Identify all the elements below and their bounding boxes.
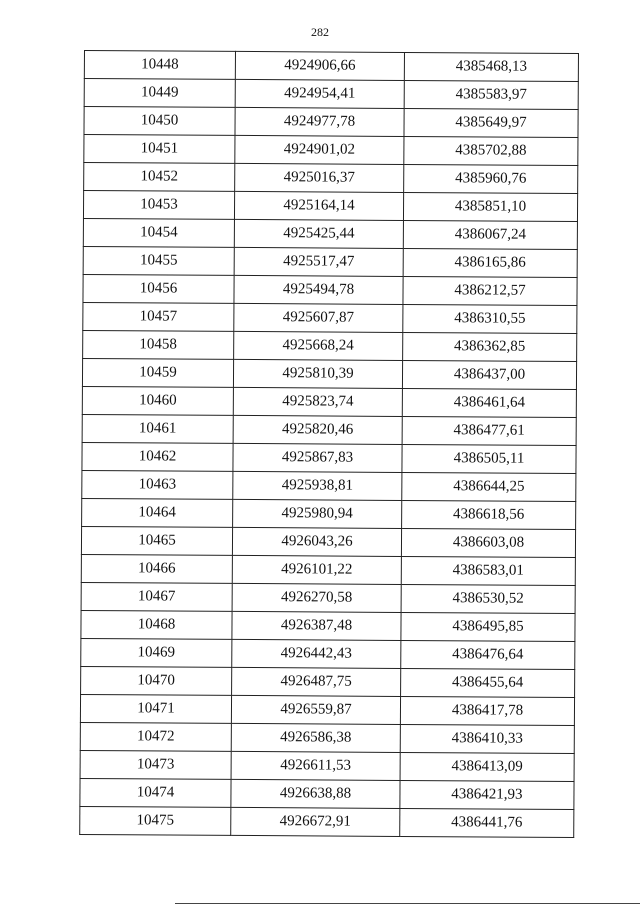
table-row xyxy=(80,722,574,753)
table-row xyxy=(83,191,577,222)
x-coordinate-cell: 4925517,47 xyxy=(234,247,403,276)
y-coordinate-cell: 4386067,24 xyxy=(403,220,577,249)
point-id-cell: 10448 xyxy=(84,51,235,80)
table-row xyxy=(84,107,578,138)
y-coordinate-cell: 4386530,52 xyxy=(401,584,575,613)
point-id-cell: 10451 xyxy=(84,135,235,164)
x-coordinate-cell: 4926270,58 xyxy=(232,583,401,612)
y-coordinate-cell: 4386455,64 xyxy=(401,668,575,697)
y-coordinate-cell: 4385702,88 xyxy=(404,136,578,165)
point-id-cell: 10470 xyxy=(81,666,232,695)
table-row xyxy=(83,218,577,249)
y-coordinate-cell: 4385468,13 xyxy=(404,52,578,81)
y-coordinate-cell: 4386505,11 xyxy=(402,444,576,473)
point-id-cell: 10474 xyxy=(80,778,231,807)
x-coordinate-cell: 4925867,83 xyxy=(233,443,402,472)
table-row xyxy=(81,526,575,557)
table-row xyxy=(81,582,575,613)
y-coordinate-cell: 4386410,33 xyxy=(400,724,574,753)
y-coordinate-cell: 4386413,09 xyxy=(400,752,574,781)
x-coordinate-cell: 4925668,24 xyxy=(234,331,403,360)
point-id-cell: 10449 xyxy=(84,79,235,108)
table-row xyxy=(82,442,576,473)
point-id-cell: 10453 xyxy=(83,191,234,220)
y-coordinate-cell: 4385851,10 xyxy=(403,192,577,221)
table-row xyxy=(84,163,578,194)
page-number: 282 xyxy=(311,25,329,39)
point-id-cell: 10473 xyxy=(80,750,231,779)
table-row xyxy=(80,806,574,837)
x-coordinate-cell: 4925494,78 xyxy=(234,275,403,304)
y-coordinate-cell: 4386644,25 xyxy=(402,472,576,501)
x-coordinate-cell: 4925938,81 xyxy=(233,471,402,500)
point-id-cell: 10450 xyxy=(84,107,235,136)
point-id-cell: 10460 xyxy=(82,386,233,415)
point-id-cell: 10465 xyxy=(81,526,232,555)
y-coordinate-cell: 4386461,64 xyxy=(402,388,576,417)
x-coordinate-cell: 4924906,66 xyxy=(235,51,404,80)
point-id-cell: 10459 xyxy=(82,358,233,387)
y-coordinate-cell: 4386362,85 xyxy=(403,332,577,361)
x-coordinate-cell: 4924901,02 xyxy=(235,135,404,164)
x-coordinate-cell: 4926101,22 xyxy=(232,555,401,584)
point-id-cell: 10463 xyxy=(82,470,233,499)
x-coordinate-cell: 4926611,53 xyxy=(231,751,400,780)
x-coordinate-cell: 4925425,44 xyxy=(234,219,403,248)
table-row xyxy=(82,386,576,417)
table-row xyxy=(80,750,574,781)
x-coordinate-cell: 4926672,91 xyxy=(231,807,400,836)
point-id-cell: 10469 xyxy=(81,638,232,667)
coordinates-table-body xyxy=(80,51,579,838)
y-coordinate-cell: 4385960,76 xyxy=(404,164,578,193)
x-coordinate-cell: 4925164,14 xyxy=(234,191,403,220)
point-id-cell: 10455 xyxy=(83,246,234,275)
x-coordinate-cell: 4925820,46 xyxy=(233,415,402,444)
point-id-cell: 10467 xyxy=(81,582,232,611)
point-id-cell: 10454 xyxy=(83,218,234,247)
x-coordinate-cell: 4924954,41 xyxy=(235,79,404,108)
y-coordinate-cell: 4386310,55 xyxy=(403,304,577,333)
table-row xyxy=(82,470,576,501)
y-coordinate-cell: 4386495,85 xyxy=(401,612,575,641)
point-id-cell: 10457 xyxy=(83,302,234,331)
x-coordinate-cell: 4925980,94 xyxy=(233,499,402,528)
point-id-cell: 10472 xyxy=(80,722,231,751)
point-id-cell: 10461 xyxy=(82,414,233,443)
x-coordinate-cell: 4926043,26 xyxy=(232,527,401,556)
y-coordinate-cell: 4385583,97 xyxy=(404,80,578,109)
y-coordinate-cell: 4386441,76 xyxy=(400,808,574,837)
point-id-cell: 10452 xyxy=(84,163,235,192)
table-row xyxy=(80,778,574,809)
table-row xyxy=(82,358,576,389)
table-row xyxy=(82,498,576,529)
point-id-cell: 10462 xyxy=(82,442,233,471)
table-row xyxy=(84,51,578,82)
x-coordinate-cell: 4926387,48 xyxy=(232,611,401,640)
y-coordinate-cell: 4386417,78 xyxy=(400,696,574,725)
x-coordinate-cell: 4926487,75 xyxy=(232,667,401,696)
y-coordinate-cell: 4386212,57 xyxy=(403,276,577,305)
point-id-cell: 10468 xyxy=(81,610,232,639)
coordinates-table xyxy=(79,50,579,838)
y-coordinate-cell: 4385649,97 xyxy=(404,108,578,137)
y-coordinate-cell: 4386477,61 xyxy=(402,416,576,445)
table-row xyxy=(81,610,575,641)
x-coordinate-cell: 4926559,87 xyxy=(231,695,400,724)
x-coordinate-cell: 4925016,37 xyxy=(235,163,404,192)
y-coordinate-cell: 4386476,64 xyxy=(401,640,575,669)
y-coordinate-cell: 4386583,01 xyxy=(401,556,575,585)
x-coordinate-cell: 4925823,74 xyxy=(233,387,402,416)
y-coordinate-cell: 4386421,93 xyxy=(400,780,574,809)
y-coordinate-cell: 4386165,86 xyxy=(403,248,577,277)
table-row xyxy=(80,694,574,725)
point-id-cell: 10458 xyxy=(83,330,234,359)
table-row xyxy=(82,414,576,445)
point-id-cell: 10471 xyxy=(80,694,231,723)
table-row xyxy=(81,554,575,585)
table-row xyxy=(83,246,577,277)
table-row xyxy=(81,666,575,697)
x-coordinate-cell: 4926586,38 xyxy=(231,723,400,752)
table-row xyxy=(83,330,577,361)
point-id-cell: 10475 xyxy=(80,806,231,835)
y-coordinate-cell: 4386603,08 xyxy=(401,528,575,557)
point-id-cell: 10464 xyxy=(82,498,233,527)
x-coordinate-cell: 4926442,43 xyxy=(232,639,401,668)
x-coordinate-cell: 4925607,87 xyxy=(234,303,403,332)
table-row xyxy=(84,135,578,166)
table-row xyxy=(84,79,578,110)
bottom-rule xyxy=(175,903,640,904)
x-coordinate-cell: 4926638,88 xyxy=(231,779,400,808)
x-coordinate-cell: 4925810,39 xyxy=(233,359,402,388)
point-id-cell: 10456 xyxy=(83,274,234,303)
table-row xyxy=(83,274,577,305)
table-row xyxy=(81,638,575,669)
point-id-cell: 10466 xyxy=(81,554,232,583)
x-coordinate-cell: 4924977,78 xyxy=(235,107,404,136)
y-coordinate-cell: 4386618,56 xyxy=(402,500,576,529)
table-row xyxy=(83,302,577,333)
y-coordinate-cell: 4386437,00 xyxy=(402,360,576,389)
